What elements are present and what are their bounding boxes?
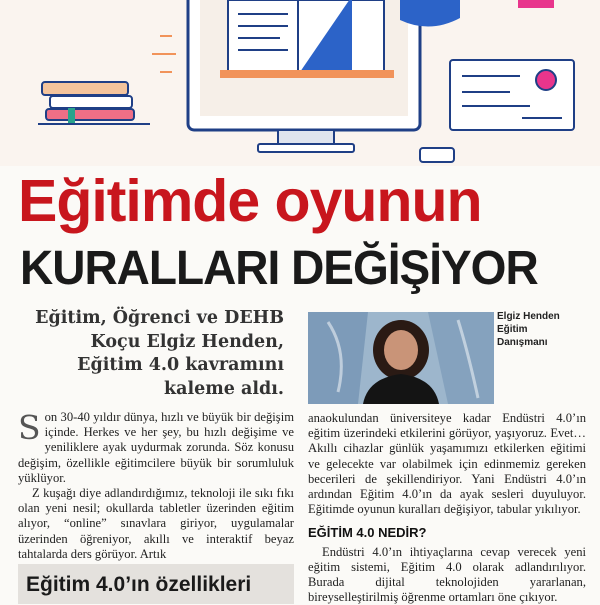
sidebar-box xyxy=(18,564,294,604)
body-column-left xyxy=(18,410,294,562)
caption-role-2: Danışmanı xyxy=(497,337,548,348)
drop-cap: S xyxy=(18,408,41,447)
author-photo xyxy=(308,312,494,404)
sidebar-box-title: Eğitim 4.0’ın özellikleri xyxy=(26,573,252,596)
paragraph-text: on 30-40 yıldır dünya, hızlı ve büyük bir değişim içinde. Herkes ve her şey, bu hızlı değişime ve yeniliklere ayak uydurmak zorunda. Söz konusu değişim, özellikle eğitimcilere büyük bir sorumluluk yüklüyor. xyxy=(18,410,294,485)
body-paragraph: Endüstri 4.0’ın ihtiyaçlarına cevap verecek yeni eğitim sistemi, Eğitim 4.0 olarak adlandırılıyor. Burada dijital teknolojiden yararlanan, bireyselleştirilmiş öğrenme ortamları öne çıkıyor. xyxy=(308,544,586,605)
sparkle-icon xyxy=(152,36,176,72)
body-paragraph: Z kuşağı diye adlandırdığımız, teknoloji ile sıkı fıkı olan yeni nesil; okullarda tabletler üzerinden eğitim alıyor, “online” sınavlara giriyor, uygulamalar üzerinden öğreniyor, akıllı ve interaktif beyaz tahtalarda ders görüyor. Artık xyxy=(18,486,294,561)
headline-line-2: KURALLARI DEĞİŞİYOR xyxy=(20,240,538,295)
photo-caption xyxy=(497,310,597,349)
caption-role-1: Eğitim xyxy=(497,324,528,335)
body-paragraph: anaokulundan üniversiteye kadar Endüstri 4.0’ın eğitim üzerindeki etkilerini görüyor, yaşıyoruz. Evet… Akıllı cihazlar günlük yaşamımızı etkilerken eğitimi ve gelecekte var olabilmek için edinmemiz gereken becerileri de şekillendiriyor. Yani Endüstri 4.0’ın ardından Eğitim 4.0’ın da ayak sesleri duyuluyor. Eğitimde oyunun kuralları değişiyor, tabular yıkılıyor. xyxy=(308,411,586,517)
body-column-right xyxy=(308,411,586,605)
monitor-icon xyxy=(188,0,420,152)
header-illustration xyxy=(0,0,600,166)
deck-text: Eğitim, Öğrenci ve DEHB Koçu Elgiz Henden, Eğitim 4.0 kavramını kaleme aldı. xyxy=(35,308,284,399)
headline-line-1: Eğitimde oyunun xyxy=(18,168,482,234)
certificate-icon xyxy=(450,60,574,130)
body-paragraph xyxy=(18,410,294,486)
cup-icon xyxy=(400,0,554,27)
books-icon xyxy=(38,82,150,124)
mouse-icon xyxy=(420,148,454,162)
caption-name: Elgiz Henden xyxy=(497,311,560,322)
section-heading: EĞİTİM 4.0 NEDİR? xyxy=(308,525,427,541)
